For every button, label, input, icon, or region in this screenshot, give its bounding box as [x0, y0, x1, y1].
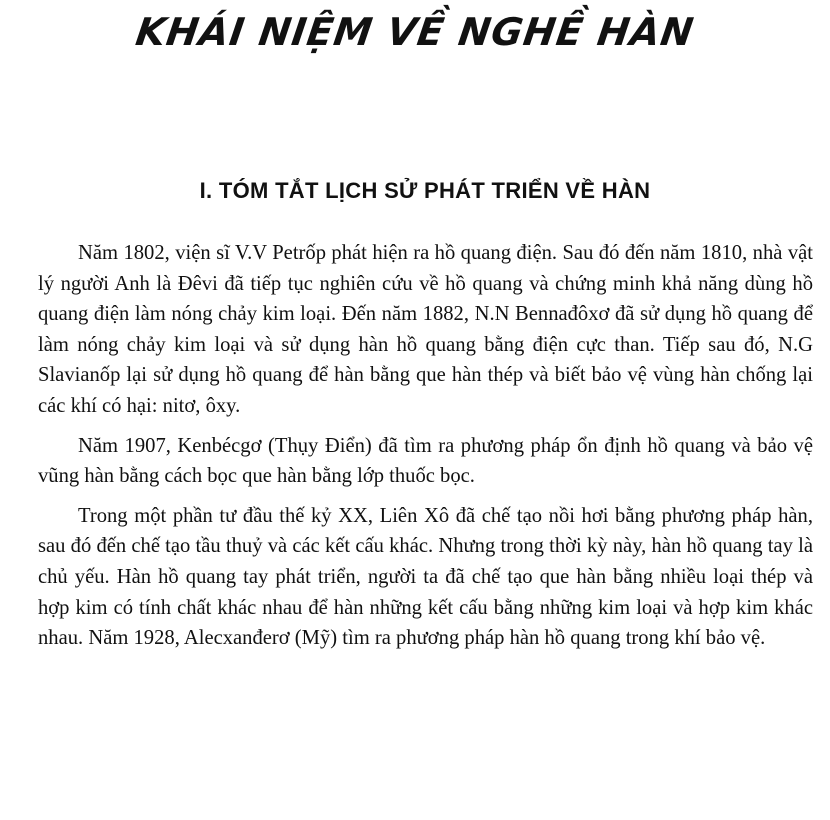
section-heading: I. TÓM TẮT LỊCH SỬ PHÁT TRIỂN VỀ HÀN	[199, 178, 651, 203]
paragraph-2: Năm 1907, Kenbécgơ (Thụy Điển) đã tìm ra phương pháp ổn định hồ quang và bảo vệ vũng hàn bằng cách bọc que hàn bằng lớp thuốc bọc.	[38, 434, 813, 488]
paragraph-3: Trong một phần tư đầu thế kỷ XX, Liên Xô đã chế tạo nồi hơi bằng phương pháp hàn, sau đó đến chế tạo tầu thuỷ và các kết cấu khác. Nhưng trong thời kỳ này, hàn hồ quang tay là chủ yếu. Hàn hồ quang tay phát triển, người ta đã chế tạo que hàn bằng nhiều loại thép và hợp kim có tính chất khác nhau để hàn những kết cấu bằng những kim loại và hợp kim khác nhau. Năm 1928, Alecxanđerơ (Mỹ) tìm ra phương pháp hàn hồ quang trong khí bảo vệ.	[38, 504, 813, 650]
paragraph-1: Năm 1802, viện sĩ V.V Petrốp phát hiện ra hồ quang điện. Sau đó đến năm 1810, nhà vật lý người Anh là Đêvi đã tiếp tục nghiên cứu về hồ quang và chứng minh khả năng dùng hồ quang điện làm nóng chảy kim loại. Đến năm 1882, N.N Bennađôxơ đã sử dụng hồ quang để làm nóng chảy kim loại và sử dụng hàn hồ quang bằng điện cực than. Tiếp sau đó, N.G Slavianốp lại sử dụng hồ quang để hàn bằng que hàn thép và biết bảo vệ vùng hàn chống lại các khí có hại: nitơ, ôxy.	[38, 242, 813, 417]
chapter-title: KHÁI NIỆM VỀ NGHỀ HÀN	[133, 10, 697, 54]
body-text	[38, 238, 813, 663]
